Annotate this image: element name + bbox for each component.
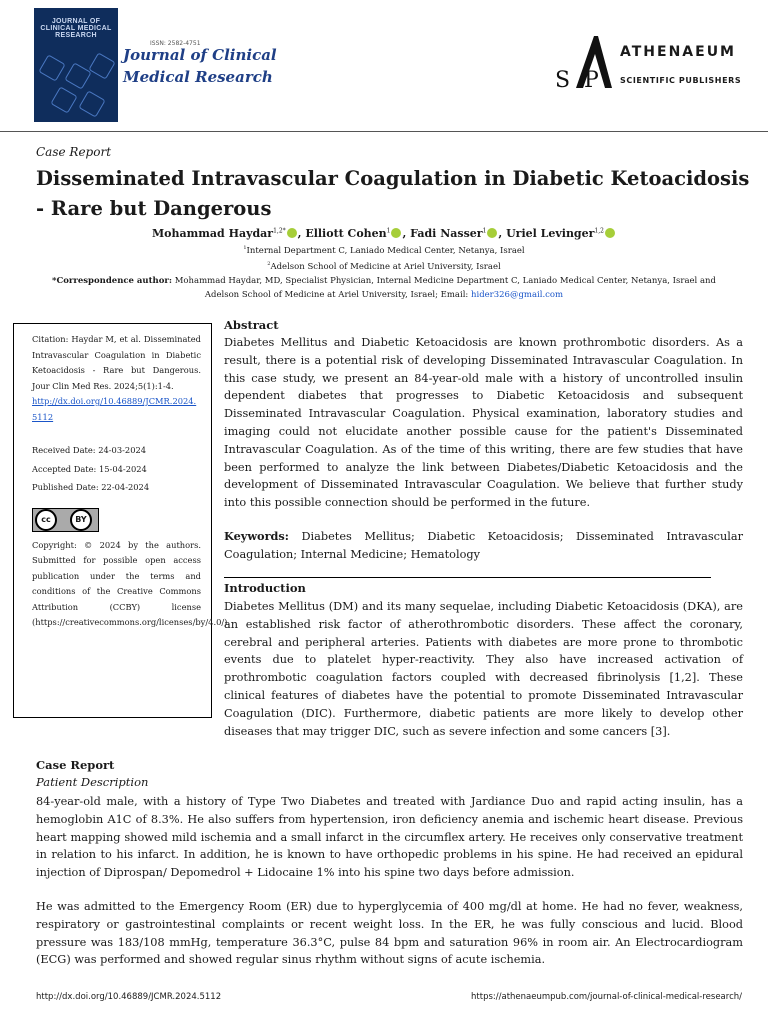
affiliation-text: Adelson School of Medicine at Ariel University, Israel xyxy=(270,261,501,272)
email-link[interactable]: hider326@gmail.com xyxy=(471,290,564,300)
abstract-text: Diabetes Mellitus and Diabetic Ketoacidosis are known prothrombotic disorders. As a result, there is a potential risk of developing Disseminated Intravascular Coagulation. In this case study, we present an 84-year-old male with a history of uncontrolled insulin dependent diabetes that progresses to Diabetic Ketoacidosis and subsequent Disseminated Intravascular Coagulation. Physical examination, laboratory studies and imaging could not elucidate another possible cause for the patient's Disseminated Intravascular Coagulation. As of the time of this writing, there are few studies that have been performed to analyze the link between Diabetes/Diabetic Ketoacidosis and the development of Disseminated Intravascular Coagulation. We believe that further study into this possible connection should be performed in the future. xyxy=(224,336,743,510)
abstract-heading: Abstract xyxy=(224,318,279,332)
article-type: Case Report xyxy=(36,145,112,159)
section-divider xyxy=(224,577,711,578)
article-title: Disseminated Intravascular Coagulation in Diabetic Ketoacidosis - Rare but Dangerous xyxy=(36,167,750,220)
cover-hexagon-decoration xyxy=(38,54,65,81)
cover-title: JOURNAL OF CLINICAL MEDICAL RESEARCH xyxy=(40,18,112,39)
footer-doi[interactable]: http://dx.doi.org/10.46889/JCMR.2024.5112 xyxy=(36,992,222,1002)
introduction-text: Diabetes Mellitus (DM) and its many sequelae, including Diabetic Ketoacidosis (DKA), are an established risk factor of atherothrombotic disorders. These affect the coronary, cerebral and peripheral arteries. Patients with diabetes are more prone to thrombotic events due to platelet hyper-reactivity. They also have increased activation of prothrombotic coagulation factors coupled with decreased fibrinolysis [1,2]. These clinical features of diabetes have the potential to promote Disseminated Intravascular Coagulation (DIC). Furthermore, diabetic patients are more likely to develop other diseases that may trigger DIC, such as severe infection and some cancers [3]. xyxy=(224,600,743,738)
issn-number: ISSN: 2582-4751 xyxy=(150,40,201,47)
journal-title-line1: Journal of Clinical xyxy=(123,46,277,64)
journal-title-line2: Medical Research xyxy=(123,68,273,86)
author-name: Fadi Nasser xyxy=(410,227,483,240)
introduction-heading: Introduction xyxy=(224,581,306,595)
orcid-icon[interactable] xyxy=(287,228,297,238)
keywords-label: Keywords: xyxy=(224,529,289,543)
svg-text:P: P xyxy=(584,68,599,90)
publisher-name: ATHENAEUM xyxy=(620,44,736,60)
case-paragraph: He was admitted to the Emergency Room (ER) due to hyperglycemia of 400 mg/dl at home. He had no fever, weakness, respiratory or gastrointestinal complaints or recent weight loss. In the ER, he was fully conscious and lucid. Blood pressure was 183/108 mmHg, temperature 36.3°C, pulse 84 bpm and saturation 96% in room air. An Electrocardiogram (ECG) was performed and showed regular sinus rhythm without signs of acute ischemia. xyxy=(36,900,743,967)
author-list: Mohammad Haydar$^{1,2*}$ , Elliott Cohen$^1$ , Fadi Nasser$^1$ , Uriel Levinger$^{1,2}$ xyxy=(0,227,768,240)
header-divider xyxy=(0,131,768,132)
author-name: Mohammad Haydar xyxy=(152,227,274,240)
doi-link[interactable] xyxy=(32,394,201,425)
journal-cover-image xyxy=(34,8,118,122)
correspondence-text: Adelson School of Medicine at Ariel University, Israel; Email: xyxy=(204,290,471,300)
citation-box xyxy=(13,323,231,718)
athenaeum-logo-icon xyxy=(554,34,614,90)
published-date: Published Date: 22-04-2024 xyxy=(32,482,150,492)
patient-description-subheading: Patient Description xyxy=(36,775,149,789)
svg-text:S: S xyxy=(555,68,571,90)
footer-url[interactable]: https://athenaeumpub.com/journal-of-clinical-medical-research/ xyxy=(471,992,742,1002)
orcid-icon[interactable] xyxy=(391,228,401,238)
affiliation-text: Internal Department C, Laniado Medical Center, Netanya, Israel xyxy=(246,245,525,256)
author-affiliation-marker: 1 xyxy=(482,227,487,235)
author-name: Uriel Levinger xyxy=(506,227,595,240)
keywords xyxy=(224,528,743,564)
author-name: Elliott Cohen xyxy=(305,227,387,240)
doi-link-text: 5112 xyxy=(32,411,54,422)
author-affiliation-marker: 1,2* xyxy=(273,227,286,235)
correspondence-line xyxy=(0,276,768,286)
accepted-date: Accepted Date: 15-04-2024 xyxy=(32,463,147,474)
cover-hexagon-decoration xyxy=(64,62,91,89)
correspondence-label: *Correspondence author: xyxy=(52,276,173,286)
creative-commons-badge xyxy=(32,508,99,532)
correspondence-text: Mohammad Haydar, MD, Specialist Physician, Internal Medicine Department C, Laniado Medical Center, Netanya, Israel and xyxy=(172,276,716,286)
cover-hexagon-decoration xyxy=(50,86,77,113)
doi-link-text: http://dx.doi.org/10.46889/JCMR.2024. xyxy=(32,396,197,406)
citation-text: Citation: Haydar M, et al. Disseminated Intravascular Coagulation in Diabetic Ketoacidosis - Rare but Dangerous. Jour Clin Med Res. 2024;5(1):1-4. xyxy=(32,334,201,391)
correspondence-line xyxy=(0,290,768,300)
affiliation-marker: 1 xyxy=(243,245,247,251)
cc-icon: cc xyxy=(35,509,57,531)
publisher-subtitle: SCIENTIFIC PUBLISHERS xyxy=(620,76,742,85)
author-affiliation-marker: 1,2 xyxy=(594,227,604,235)
author-affiliation-marker: 1 xyxy=(386,227,391,235)
keywords-text: Diabetes Mellitus; Diabetic Ketoacidosis; Disseminated Intravascular Coagulation; Internal Medicine; Hematology xyxy=(224,530,743,561)
affiliation-marker: 2 xyxy=(267,261,271,267)
orcid-icon[interactable] xyxy=(487,228,497,238)
copyright-text: Copyright: © 2024 by the authors. Submitted for possible open access publication under the terms and conditions of the Creative Commons Attribution (CCBY) license (https://creativecommons.org/licenses/by/4.0/). xyxy=(32,539,231,627)
received-date: Received Date: 24-03-2024 xyxy=(32,445,147,455)
case-report-heading: Case Report xyxy=(36,758,115,772)
by-icon: BY xyxy=(70,509,92,531)
affiliation xyxy=(0,245,768,256)
cover-hexagon-decoration xyxy=(78,90,105,117)
case-paragraph: 84-year-old male, with a history of Type Two Diabetes and treated with Jardiance Duo and rapid acting insulin, has a hemoglobin A1C of 8.3%. He also suffers from hypertension, iron deficiency anemia and ischemic heart disease. Previous heart mapping showed mild ischemia and a small infarct in the circumflex artery. He receives only conservative treatment in relation to his infarct. In addition, he is known to have orthopedic problems in his spine. He had received an epidural injection of Diprospan/ Depomedrol + Lidocaine 1% into his spine two days before admission. xyxy=(36,795,743,880)
orcid-icon[interactable] xyxy=(605,228,615,238)
cover-hexagon-decoration xyxy=(88,52,115,79)
affiliation xyxy=(0,261,768,272)
